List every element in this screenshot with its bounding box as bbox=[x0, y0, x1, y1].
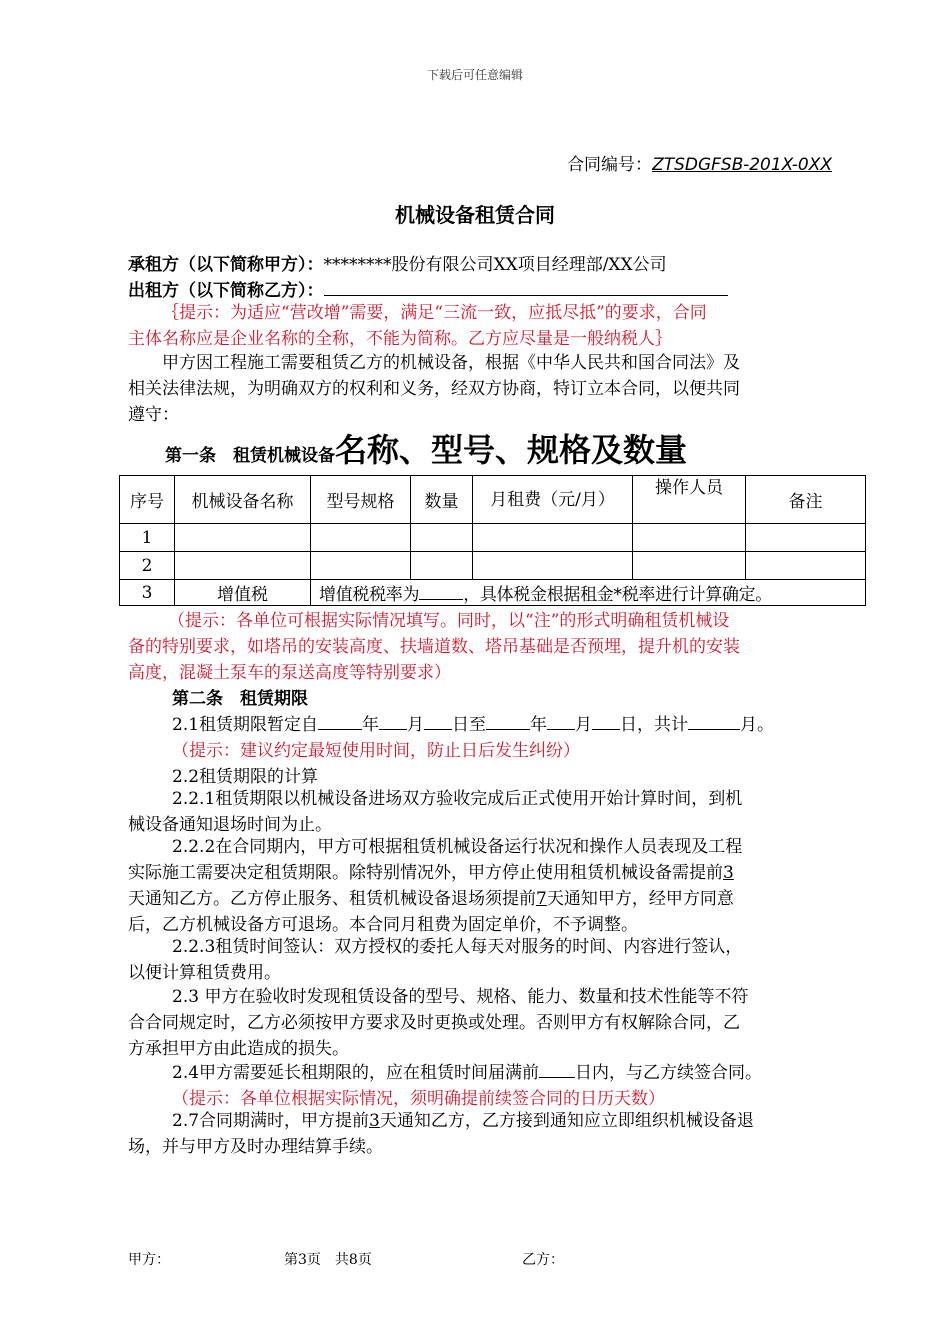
table-row bbox=[120, 524, 866, 552]
table-cell bbox=[175, 552, 311, 580]
document-title: 机械设备租赁合同 bbox=[395, 203, 555, 227]
table-row bbox=[120, 552, 866, 580]
clause-2-2-1: 2.2.1租赁期限以机械设备进场双方验收完成后正式使用开始计算时间，到机 械设备通知退场时间为止。 bbox=[128, 789, 743, 835]
table-cell bbox=[746, 552, 866, 580]
header-note: 下载后可任意编辑 bbox=[426, 68, 523, 82]
table-cell-no: 3 bbox=[120, 580, 175, 606]
clause-2-4: 2.4甲方需要延长租期限的，应在租赁时间届满前 日内，与乙方续签合同。 bbox=[172, 1058, 762, 1083]
tax-row-name: 增值税 bbox=[175, 580, 311, 606]
table-header-cell: 型号规格 bbox=[311, 476, 411, 524]
clause-2-2-2: 2.2.2在合同期内，甲方可根据租赁机械设备运行状况和操作人员表现及工程 实际施工需要决定租赁期限。除特别情况外，甲方停止使用租赁机械设备需提前3 天通知乙方。乙方停止服务、租赁机械设备退场须提前7天通知甲方，经甲方同意 后，乙方机械设备方可退场。本合同月租费为固定单价，不予调整。 bbox=[128, 837, 743, 935]
footer-party-b: 乙方： bbox=[522, 1252, 564, 1268]
tip-entity-name: ｛提示：为适应“营改增”需要，满足“三流一致，应抵尽抵”的要求，合同 主体名称应是企业名称的全称，不能为简称。乙方应尽量是一般纳税人｝ bbox=[128, 303, 707, 349]
table-header-cell: 序号 bbox=[120, 476, 175, 524]
intro-paragraph: 甲方因工程施工需要租赁乙方的机械设备，根据《中华人民共和国合同法》及 相关法律法规，为明确双方的权利和义务，经双方协商，特订立本合同，以便共同 遵守： bbox=[128, 353, 740, 425]
table-cell bbox=[175, 524, 311, 552]
clause-2-7: 2.7合同期满时，甲方提前3天通知乙方，乙方接到通知应立即组织机械设备退 场，并与甲方及时办理结算手续。 bbox=[128, 1111, 754, 1157]
table-header-cell: 月租费（元/月） bbox=[473, 476, 633, 524]
contract-number bbox=[567, 150, 832, 175]
article-1-heading: 第一条 租赁机械设备名称、型号、规格及数量 bbox=[165, 431, 688, 469]
tax-row-text: 增值税税率为 ，具体税金根据租金*税率进行计算确定。 bbox=[311, 580, 866, 606]
tip-table-fill: （提示：各单位可根据实际情况填写。同时，以“注”的形式明确租赁机械设 备的特别要求，如塔吊的安装高度、扶墙道数、塔吊基础是否预埋，提升机的安装 高度，混凝土泵车的泵送高度等特别要求） bbox=[128, 611, 740, 683]
table-cell bbox=[633, 552, 746, 580]
footer-page-number: 第3页 共8页 bbox=[284, 1252, 372, 1268]
tip-renewal-days: （提示：各单位根据实际情况，须明确提前续签合同的日历天数） bbox=[172, 1089, 665, 1109]
party-b-line bbox=[128, 276, 728, 301]
table-cell-no: 1 bbox=[120, 524, 175, 552]
table-header-row bbox=[120, 476, 866, 524]
article-2-heading: 第二条 租赁期限 bbox=[172, 689, 308, 709]
clause-2-2: 2.2租赁期限的计算 bbox=[172, 767, 319, 787]
clause-2-2-3: 2.2.3租赁时间签认：双方授权的委托人每天对服务的时间、内容进行签认， 以便计算租赁费用。 bbox=[128, 937, 743, 983]
table-header-cell: 机械设备名称 bbox=[175, 476, 311, 524]
table-cell bbox=[746, 524, 866, 552]
table-header-cell: 数量 bbox=[411, 476, 473, 524]
table-cell bbox=[411, 524, 473, 552]
party-a-value: ********股份有限公司XX项目经理部/XX公司 bbox=[323, 255, 667, 275]
tip-min-period: （提示：建议约定最短使用时间，防止日后发生纠纷） bbox=[172, 741, 580, 761]
renewal-days-blank bbox=[539, 1059, 575, 1078]
contract-number-label: 合同编号： bbox=[567, 155, 653, 175]
table-tax-row bbox=[120, 580, 866, 606]
table-cell bbox=[633, 524, 746, 552]
contract-number-value: ZTSDGFSB-201X-0XX bbox=[652, 155, 832, 175]
party-a-label: 承租方（以下简称甲方）： bbox=[128, 255, 324, 275]
table-cell bbox=[411, 552, 473, 580]
table-cell bbox=[311, 524, 411, 552]
table-cell bbox=[473, 524, 633, 552]
table-header-cell: 操作人员 bbox=[633, 476, 746, 524]
clause-2-1: 2.1租赁期限暂定自 年 月 日至 年 月 日，共计 月。 bbox=[172, 710, 774, 735]
table-cell bbox=[473, 552, 633, 580]
table-cell bbox=[311, 552, 411, 580]
tax-rate-blank bbox=[419, 581, 463, 600]
party-a-line bbox=[128, 250, 667, 275]
party-b-blank bbox=[324, 277, 728, 296]
table-header-cell: 备注 bbox=[746, 476, 866, 524]
table-cell-no: 2 bbox=[120, 552, 175, 580]
equipment-table bbox=[119, 475, 866, 606]
footer-party-a: 甲方： bbox=[128, 1252, 170, 1268]
party-b-label: 出租方（以下简称乙方）： bbox=[128, 281, 324, 301]
clause-2-3: 2.3 甲方在验收时发现租赁设备的型号、规格、能力、数量和技术性能等不符 合合同规定时，乙方必须按甲方要求及时更换或处理。否则甲方有权解除合同，乙 方承担甲方由此造成的损失。 bbox=[128, 987, 749, 1059]
